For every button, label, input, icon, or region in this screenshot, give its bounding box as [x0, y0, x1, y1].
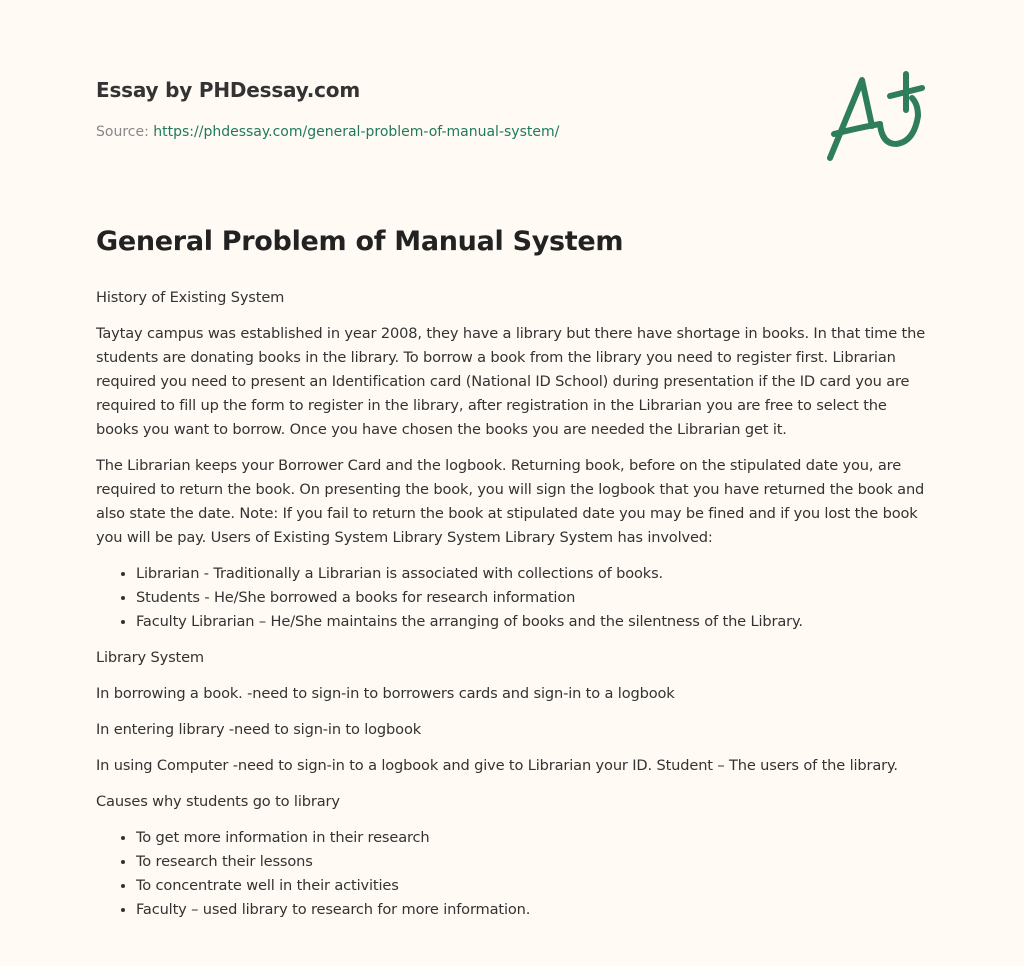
paragraph: In using Computer -need to sign-in to a logbook and give to Librarian your ID. Student – The users of the library.	[96, 757, 898, 774]
paragraph: Taytay campus was established in year 2008, they have a library but there have shortage in books. In that time the students are donating books in the library. To borrow a book from the library you need to register first. Librarian required you need to present an Identification card (National ID School) during presentation if the ID card you are required to fill up the form to register in the library, after registration in the Librarian you are free to select the books you want to borrow. Once you have chosen the books you are needed the Librarian get it.	[96, 325, 926, 438]
list-item: • Faculty Librarian – He/She maintains the arranging of books and the silentness of the Library.	[136, 610, 932, 634]
source-label: Source:	[96, 124, 154, 140]
essay-body	[96, 286, 932, 934]
list-item: • Librarian - Traditionally a Librarian is associated with collections of books.	[136, 562, 932, 586]
list-item: • To concentrate well in their activities	[136, 874, 932, 898]
paragraph: History of Existing System	[96, 289, 285, 306]
paragraph: In borrowing a book. -need to sign-in to borrowers cards and sign-in to a logbook	[96, 685, 675, 702]
causes-list	[96, 826, 932, 922]
paragraph: Causes why students go to library	[96, 793, 340, 810]
users-list	[96, 562, 932, 634]
a-plus-logo-icon	[822, 66, 932, 166]
source-link[interactable]: https://phdessay.com/general-problem-of-manual-system/	[153, 124, 560, 140]
list-item: • To research their lessons	[136, 850, 932, 874]
paragraph: The Librarian keeps your Borrower Card and the logbook. Returning book, before on the stipulated date you, are required to return the book. On presenting the book, you will sign the logbook that you have returned the book and also state the date. Note: If you fail to return the book at stipulated date you may be fined and if you lost the book you will be pay. Users of Existing System Library System Library System has involved:	[96, 457, 925, 546]
list-item: • Students - He/She borrowed a books for research information	[136, 586, 932, 610]
brand-title: Essay by PHDessay.com	[96, 78, 360, 102]
list-item: • Faculty – used library to research for more information.	[136, 898, 932, 922]
source-line	[96, 124, 559, 140]
list-item: • To get more information in their research	[136, 826, 932, 850]
page-title: General Problem of Manual System	[96, 226, 624, 257]
paragraph: Library System	[96, 649, 204, 666]
paragraph: In entering library -need to sign-in to logbook	[96, 721, 422, 738]
